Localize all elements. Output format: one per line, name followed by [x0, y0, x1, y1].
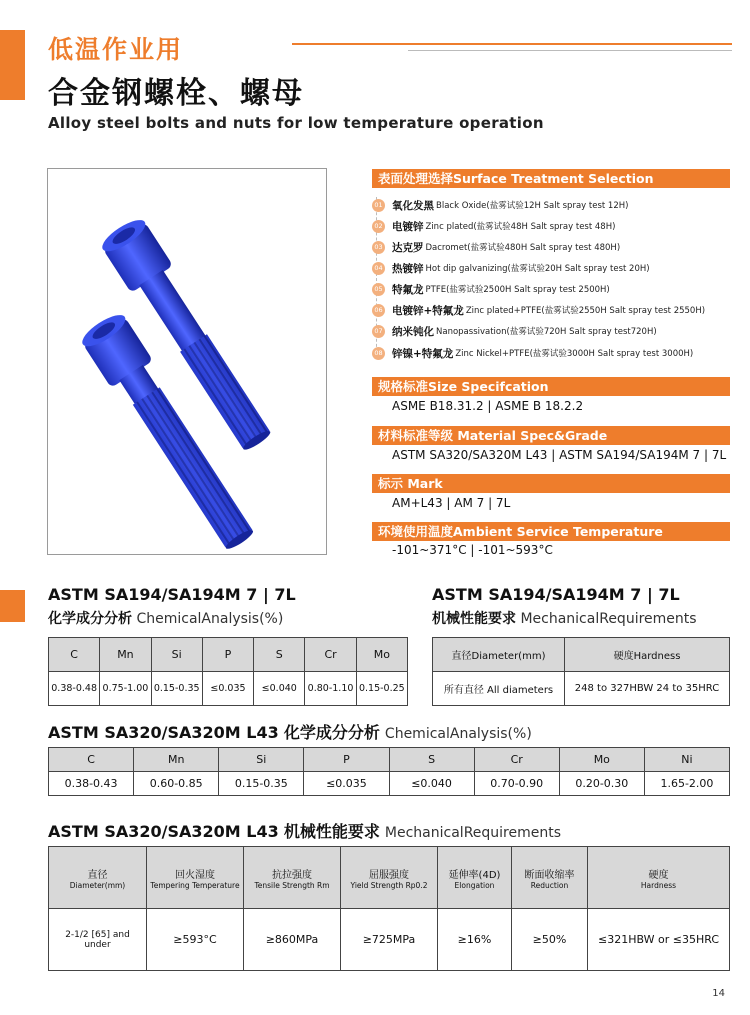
product-photo	[47, 168, 327, 555]
table-header-cell: Si	[219, 748, 304, 772]
table-header-cell: C	[49, 638, 100, 672]
table-header-cell: C	[49, 748, 134, 772]
subtitle-cn: 机械性能要求	[432, 611, 516, 627]
treatment-item	[372, 301, 705, 319]
table-header-cell	[49, 847, 147, 909]
header-cn: 屈服强度	[369, 869, 409, 881]
header-en: Reduction	[530, 880, 569, 890]
item-en: Black Oxide(盐雾试验12H Salt spray test 12H)	[436, 201, 629, 211]
table-cell: 0.20-0.30	[559, 772, 644, 796]
table-cell: ≥725MPa	[341, 909, 438, 971]
item-number: 05	[372, 283, 385, 296]
header-en: Tempering Temperature	[150, 880, 240, 890]
header-cn: 抗拉强度	[272, 869, 312, 881]
table-header-cell: Mo	[356, 638, 407, 672]
table-cell: 0.60-0.85	[134, 772, 219, 796]
treatment-item	[372, 217, 615, 235]
mark-value: AM+L43 | AM 7 | 7L	[392, 496, 511, 510]
item-en: Nanopassivation(盐雾试验720H Salt spray test720H)	[436, 327, 657, 337]
table-cell: 2-1/2 [65] and under	[49, 909, 147, 971]
header-en: Hardness	[640, 880, 677, 890]
treatment-item	[372, 344, 693, 362]
accent-bar-top	[0, 30, 25, 100]
table-cell: 0.70-0.90	[474, 772, 559, 796]
item-number: 03	[372, 241, 385, 254]
table-cell: 0.75-1.00	[100, 672, 151, 706]
sa194-chem-table	[48, 637, 408, 706]
mark-heading: 标示 Mark	[372, 474, 730, 493]
item-cn: 电镀锌+特氟龙	[392, 304, 464, 317]
item-number: 01	[372, 199, 385, 212]
table-cell: ≤0.040	[254, 672, 305, 706]
subtitle-en: MechanicalRequirements	[520, 611, 697, 627]
table-header-cell: P	[304, 748, 389, 772]
table-header-cell	[341, 847, 438, 909]
item-en: Zinc plated(盐雾试验48H Salt spray test 48H)	[425, 222, 616, 232]
treatment-item	[372, 196, 628, 214]
header-cn: 硬度	[648, 869, 669, 881]
item-en: Zinc plated+PTFE(盐雾试验2550H Salt spray test 2550H)	[465, 306, 706, 316]
header-line-orange	[292, 43, 732, 45]
table-header-cell: Cr	[305, 638, 356, 672]
subtitle-cn: 机械性能要求	[283, 822, 380, 841]
subtitle-cn: 化学成分分析	[48, 611, 132, 627]
item-en: Dacromet(盐雾试验480H Salt spray test 480H)	[425, 243, 621, 253]
table-header-cell	[244, 847, 341, 909]
sa320-chem-table	[48, 747, 730, 796]
item-cn: 热镀锌	[392, 262, 424, 275]
item-number: 08	[372, 347, 385, 360]
table-cell: 0.38-0.48	[49, 672, 100, 706]
material-spec-value: ASTM SA320/SA320M L43 | ASTM SA194/SA194M 7 | 7L	[392, 448, 727, 462]
item-en: Zinc Nickel+PTFE(盐雾试验3000H Salt spray test 3000H)	[455, 349, 694, 359]
header-en: Yield Strength Rp0.2	[350, 880, 428, 890]
table-cell: ≤321HBW or ≤35HRC	[588, 909, 730, 971]
title-cn-line1: 低温作业用	[48, 35, 184, 64]
sa194-mech-table	[432, 637, 730, 706]
table-cell: ≤0.040	[389, 772, 474, 796]
header-en: Tensile Strength Rm	[254, 880, 330, 890]
table-header-cell	[512, 847, 588, 909]
subtitle-en: ChemicalAnalysis(%)	[384, 726, 532, 742]
table-cell: 0.38-0.43	[49, 772, 134, 796]
item-number: 06	[372, 304, 385, 317]
item-en: PTFE(盐雾试验2500H Salt spray test 2500H)	[425, 285, 610, 295]
table-cell: 0.80-1.10	[305, 672, 356, 706]
item-number: 07	[372, 325, 385, 338]
sa320-mech-standard: ASTM SA320/SA320M L43	[48, 822, 279, 841]
table-cell: ≤0.035	[304, 772, 389, 796]
sa320-mech-heading	[48, 819, 561, 842]
table-header-cell: S	[254, 638, 305, 672]
treatment-item	[372, 238, 620, 256]
table-cell: ≥16%	[438, 909, 512, 971]
header-cn: 回火湿度	[175, 869, 215, 881]
table-header-cell	[438, 847, 512, 909]
item-number: 02	[372, 220, 385, 233]
treatment-item	[372, 322, 657, 340]
table-header-cell: Si	[151, 638, 202, 672]
header-cn: 断面收缩率	[524, 869, 575, 881]
table-header-cell: Mo	[559, 748, 644, 772]
bolt-illustration	[48, 169, 326, 554]
item-cn: 达克罗	[392, 241, 424, 254]
sa194-mech-standard: ASTM SA194/SA194M 7 | 7L	[432, 585, 680, 604]
table-header-cell: Ni	[644, 748, 729, 772]
table-cell: ≥593°C	[147, 909, 244, 971]
table-cell: 0.15-0.35	[151, 672, 202, 706]
table-header-cell: P	[202, 638, 253, 672]
ambient-temp-value: -101~371°C | -101~593°C	[392, 543, 553, 557]
item-en: Hot dip galvanizing(盐雾试验20H Salt spray test 20H)	[425, 264, 650, 274]
treatment-item	[372, 280, 610, 298]
table-header-cell: S	[389, 748, 474, 772]
item-cn: 氧化发黑	[392, 199, 434, 212]
sa320-mech-table	[48, 846, 730, 971]
table-cell: ≥50%	[512, 909, 588, 971]
item-cn: 特氟龙	[392, 283, 424, 296]
table-cell: ≥860MPa	[244, 909, 341, 971]
table-header-cell: 直径Diameter(mm)	[433, 638, 565, 672]
title-en: Alloy steel bolts and nuts for low temperature operation	[48, 114, 544, 132]
material-spec-heading: 材料标准等级 Material Spec&Grade	[372, 426, 730, 445]
surface-treatment-heading: 表面处理选择Surface Treatment Selection	[372, 169, 730, 188]
table-cell: 所有直径 All diameters	[433, 672, 565, 706]
header-en: Diameter(mm)	[69, 880, 126, 890]
sa320-chem-heading	[48, 720, 532, 743]
size-spec-value: ASME B18.31.2 | ASME B 18.2.2	[392, 399, 584, 413]
table-header-cell: Mn	[100, 638, 151, 672]
table-cell: 1.65-2.00	[644, 772, 729, 796]
sa194-chem-subtitle	[48, 608, 283, 628]
item-cn: 锌镍+特氟龙	[392, 347, 454, 360]
table-cell: 248 to 327HBW 24 to 35HRC	[565, 672, 730, 706]
treatment-item	[372, 259, 650, 277]
header-line-gray	[408, 50, 732, 51]
page-number: 14	[712, 988, 725, 999]
subtitle-en: MechanicalRequirements	[384, 825, 562, 841]
table-header-cell: 硬度Hardness	[565, 638, 730, 672]
header-en: Elongation	[454, 880, 495, 890]
header-cn: 直径	[87, 869, 108, 881]
table-cell: 0.15-0.25	[356, 672, 407, 706]
size-spec-heading: 规格标准Size Specifcation	[372, 377, 730, 396]
ambient-temp-heading: 环境使用温度Ambient Service Temperature	[372, 522, 730, 541]
item-cn: 纳米钝化	[392, 325, 434, 338]
subtitle-en: ChemicalAnalysis(%)	[136, 611, 284, 627]
item-number: 04	[372, 262, 385, 275]
table-header-cell	[147, 847, 244, 909]
sa194-mech-subtitle	[432, 608, 697, 628]
item-cn: 电镀锌	[392, 220, 424, 233]
table-header-cell	[588, 847, 730, 909]
table-cell: ≤0.035	[202, 672, 253, 706]
sa194-chem-standard: ASTM SA194/SA194M 7 | 7L	[48, 585, 296, 604]
title-cn-line2: 合金钢螺栓、螺母	[48, 76, 304, 111]
subtitle-cn: 化学成分分析	[283, 723, 380, 742]
table-header-cell: Mn	[134, 748, 219, 772]
header-cn: 延伸率(4D)	[448, 869, 501, 881]
accent-bar-mid	[0, 590, 25, 622]
sa320-chem-standard: ASTM SA320/SA320M L43	[48, 723, 279, 742]
table-header-cell: Cr	[474, 748, 559, 772]
table-cell: 0.15-0.35	[219, 772, 304, 796]
